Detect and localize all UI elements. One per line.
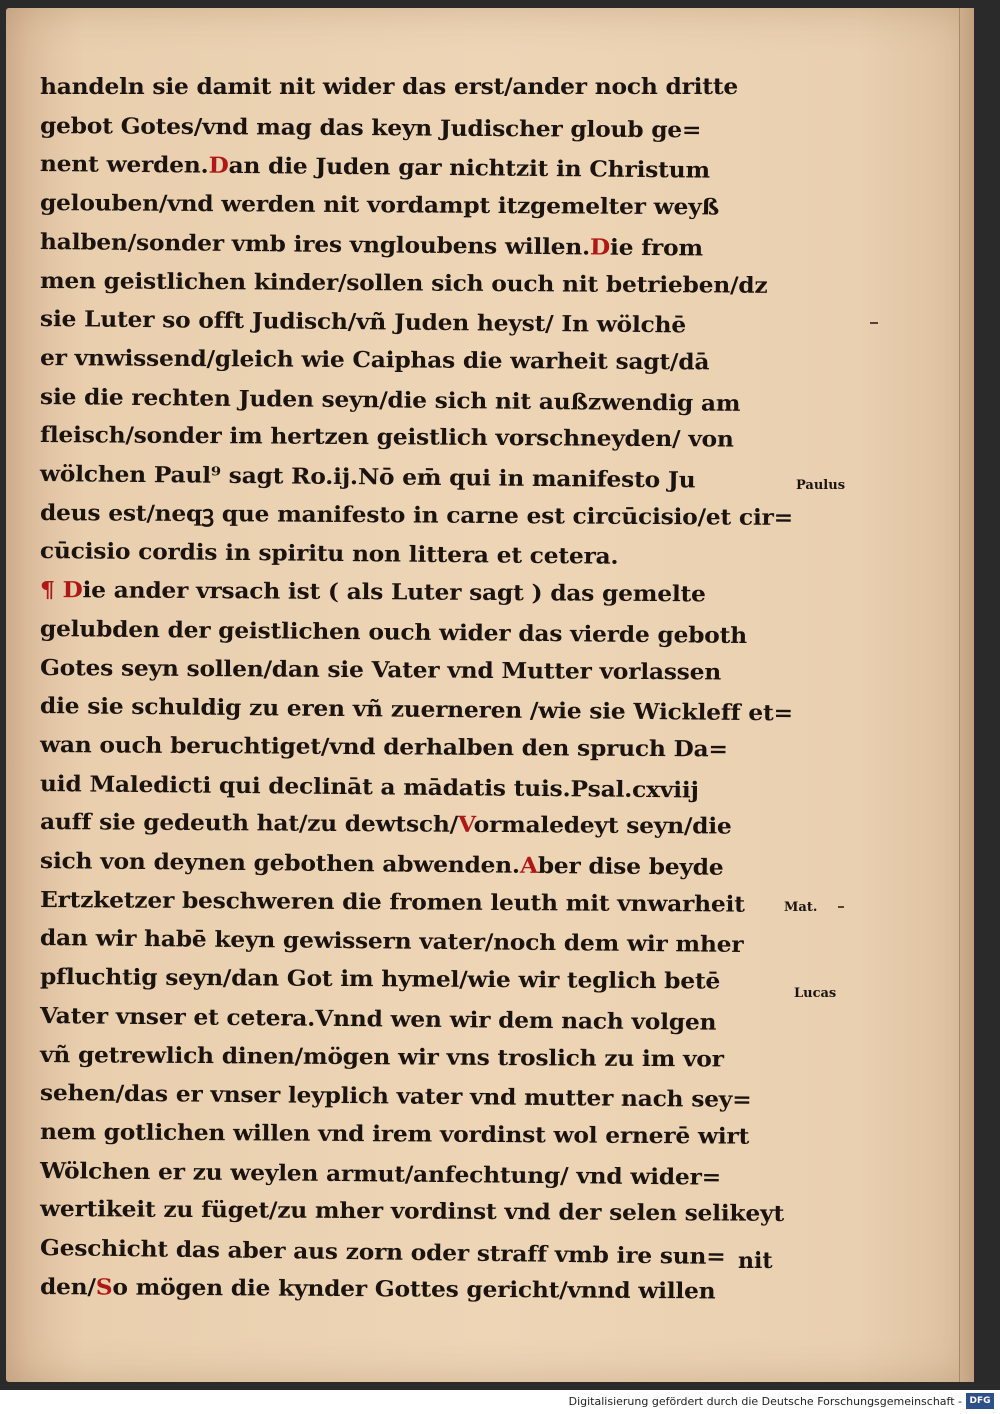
text-line: Vater vnser et cetera.Vnnd wen wir dem nach volgen <box>39 1002 717 1036</box>
funding-credit: Digitalisierung gefördert durch die Deutsche Forschungsgemeinschaft - <box>568 1395 962 1408</box>
text-line: men geistlichen kinder/sollen sich ouch nit betrieben/dz <box>39 267 768 299</box>
text-line: die sie schuldig zu eren vñ zuerneren /wie sie Wickleff et= <box>39 693 794 727</box>
text-line: sich von deynen gebothen abwenden.Aber dise beyde <box>39 848 724 881</box>
rubric-initial: V <box>457 812 474 839</box>
text-line: gelubden der geistlichen ouch wider das vierde geboth <box>39 615 748 649</box>
text-line: nem gotlichen willen vnd irem vordinst wol ernerē wirt <box>39 1118 750 1150</box>
text-line: wertikeit zu füget/zu mher vordinst vnd der selen selikeyt <box>39 1196 785 1228</box>
text-line: Geschicht das aber aus zorn oder straff vmb ire sun= <box>39 1235 726 1271</box>
text-line: handeln sie damit nit wider das erst/ander noch dritte <box>40 74 739 100</box>
rubric-initial: A <box>519 852 538 879</box>
text-line: sehen/das er vnser leyplich vater vnd mutter nach sey= <box>39 1080 752 1114</box>
footer-bar <box>0 1390 1000 1414</box>
text-line: auff sie gedeuth hat/zu dewtsch/Vormaledeyt seyn/die <box>39 809 732 840</box>
text-line: pfluchtig seyn/dan Got im hymel/wie wir teglich betē <box>39 964 721 995</box>
page-edge <box>959 8 974 1382</box>
text-line: wan ouch beruchtiget/vnd derhalben den spruch Da= <box>39 731 728 763</box>
main-text-block <box>40 68 800 1307</box>
rubric-initial: S <box>95 1274 113 1301</box>
text-line: halben/sonder vmb ires vngloubens willen.Die from <box>39 228 704 262</box>
text-line: fleisch/sonder im hertzen geistlich vorschneyden/ von <box>39 422 734 453</box>
margin-note-mat: Mat. <box>784 900 818 915</box>
text-line: deus est/neqꝫ que manifesto in carne est circūcisio/et cir= <box>39 499 794 531</box>
text-line: ¶ Die ander vrsach ist ( als Luter sagt ) das gemelte <box>39 577 706 608</box>
rubric-initial: D <box>208 153 229 180</box>
text-line: vñ getrewlich dinen/mögen wir vns troslich zu im vor <box>39 1041 724 1073</box>
text-line: sie Luter so offt Judisch/vñ Juden heyst/ In wölchē <box>39 306 687 339</box>
catchword: nit <box>738 1248 773 1274</box>
text-line: cūcisio cordis in spiritu non littera et cetera. <box>39 538 619 571</box>
text-line: gelouben/vnd werden nit vordampt itzgemelter weyß <box>39 190 720 221</box>
text-line: er vnwissend/gleich wie Caiphas die warheit sagt/dā <box>39 344 710 376</box>
rubric-initial: D <box>589 234 611 261</box>
text-line: sie die rechten Juden seyn/die sich nit außzwendig am <box>39 383 741 417</box>
margin-dash-mark <box>870 322 878 324</box>
text-line: uid Maledicti qui declināt a mādatis tuis.Psal.cxviij <box>39 770 699 804</box>
margin-note-lucas: Lucas <box>794 986 837 1001</box>
margin-note-paulus: Paulus <box>796 478 846 493</box>
margin-dash-mark <box>838 906 844 908</box>
text-line: Gotes seyn sollen/dan sie Vater vnd Mutter vorlassen <box>39 654 722 686</box>
text-line: den/So mögen die kynder Gottes gericht/vnnd willen <box>39 1273 716 1305</box>
dfg-logo-icon: DFG <box>966 1393 994 1409</box>
text-line: Ertzketzer beschweren die fromen leuth mit vnwarheit <box>39 886 745 918</box>
text-line: gebot Gotes/vnd mag das keyn Judischer gloub ge= <box>39 112 702 144</box>
text-line: nent werden.Dan die Juden gar nichtzit in Christum <box>39 151 711 185</box>
text-line: wölchen Paul⁹ sagt Ro.ij.Nō em̄ qui in manifesto Ju <box>39 461 696 494</box>
text-line: Wölchen er zu weylen armut/anfechtung/ vnd wider= <box>39 1157 722 1191</box>
rubric-pilcrow-initial: ¶ D <box>39 577 83 604</box>
text-line: dan wir habē keyn gewissern vater/noch dem wir mher <box>39 925 744 959</box>
